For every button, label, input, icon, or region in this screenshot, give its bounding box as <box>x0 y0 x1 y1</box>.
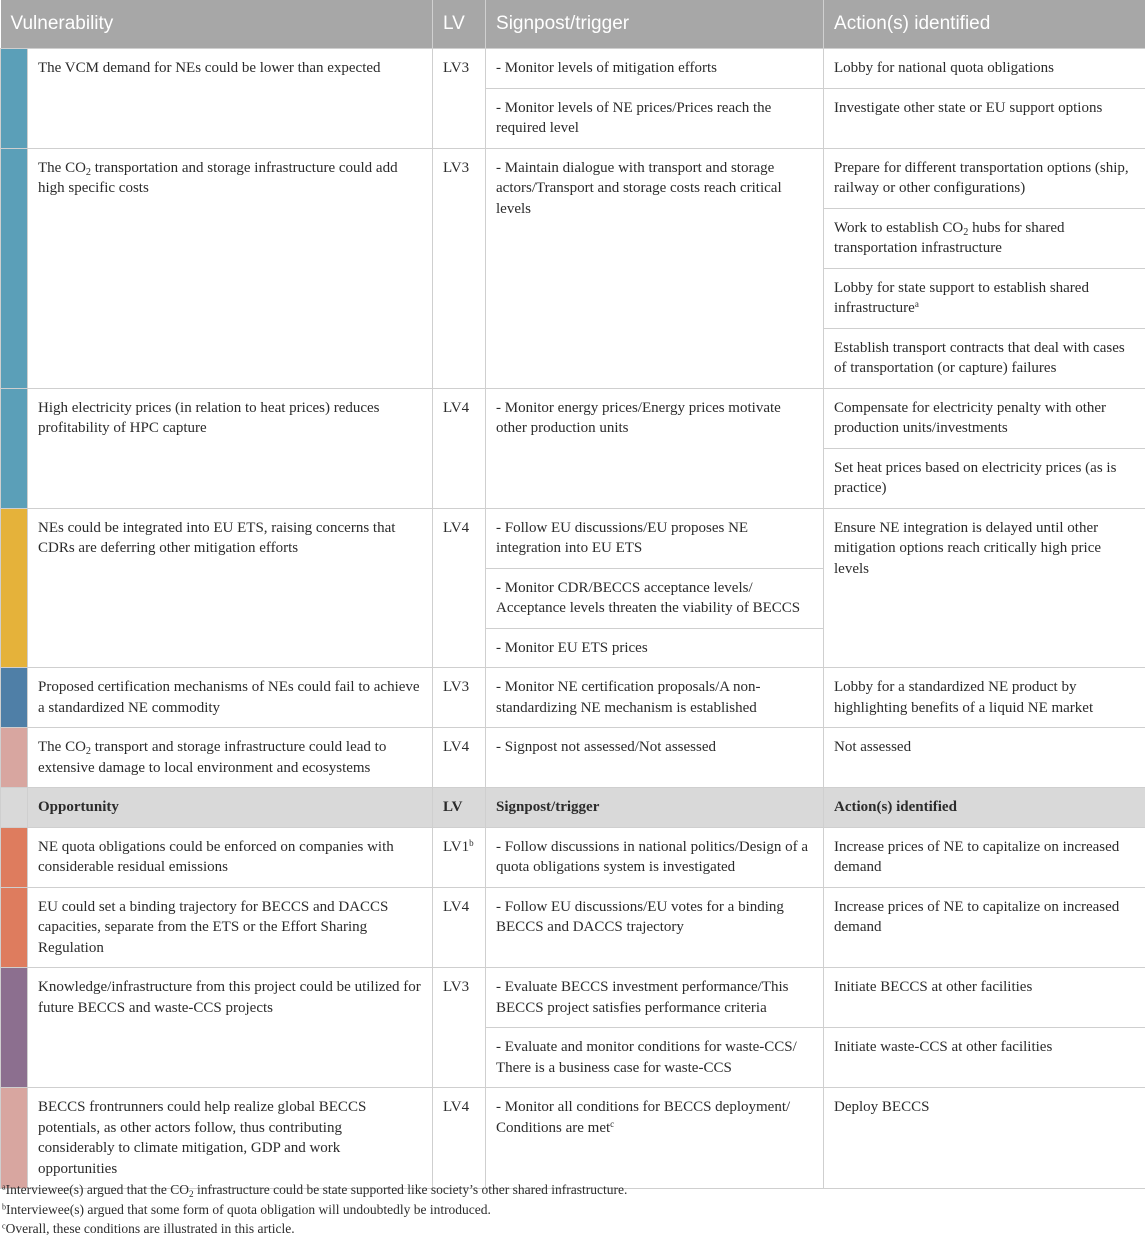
table-row <box>1 388 1145 448</box>
footnotes <box>0 1180 1145 1239</box>
lv-value: LV4 <box>433 887 486 968</box>
signpost-text: - Signpost not assessed/Not assessed <box>486 728 824 788</box>
opportunity-text: Knowledge/infrastructure from this project could be utilized for future BECCS and waste-CCS projects <box>28 968 433 1088</box>
footnote-c: $^c$Overall, these conditions are illustrated in this article. <box>2 1219 1145 1239</box>
vulnerability-text: NEs could be integrated into EU ETS, raising concerns that CDRs are deferring other mitigation efforts <box>28 508 433 668</box>
category-color-bar <box>1 887 28 968</box>
vulnerability-text: High electricity prices (in relation to heat prices) reduces profitability of HPC capture <box>28 388 433 508</box>
opportunity-text: BECCS frontrunners could help realize global BECCS potentials, as other actors follow, thus contributing considerably to climate mitigation, GDP and work opportunities <box>28 1088 433 1189</box>
lv-value: LV4 <box>433 508 486 668</box>
signpost-text: - Monitor energy prices/Energy prices motivate other production units <box>486 388 824 508</box>
action-text: Increase prices of NE to capitalize on increased demand <box>824 827 1145 887</box>
footnote-a: $^a$Interviewee(s) argued that the $CO_2$ infrastructure could be state supported like society’s other shared infrastructure. <box>2 1180 1145 1200</box>
table-row <box>1 668 1145 728</box>
action-text: Lobby for a standardized NE product by highlighting benefits of a liquid NE market <box>824 668 1145 728</box>
action-text: Prepare for different transportation options (ship, railway or other configurations) <box>824 148 1145 208</box>
signpost-text: - Monitor CDR/BECCS acceptance levels/ Acceptance levels threaten the viability of BECCS <box>486 568 824 628</box>
table-header-row <box>1 0 1145 49</box>
action-text: Compensate for electricity penalty with other production units/investments <box>824 388 1145 448</box>
header-lv: LV <box>433 788 486 828</box>
action-text: Deploy BECCS <box>824 1088 1145 1189</box>
action-text: Ensure NE integration is delayed until other mitigation options reach critically high price levels <box>824 508 1145 668</box>
table-row <box>1 49 1145 89</box>
vulnerability-text: The $CO_2$ transportation and storage infrastructure could add high specific costs <box>28 148 433 388</box>
lv-value: LV4 <box>433 1088 486 1189</box>
lv-value: LV3 <box>433 148 486 388</box>
header-action: Action(s) identified <box>824 0 1145 49</box>
category-color-bar <box>1 508 28 668</box>
header-lv: LV <box>433 0 486 49</box>
header-action: Action(s) identified <box>824 788 1145 828</box>
signpost-text: - Follow EU discussions/EU proposes NE integration into EU ETS <box>486 508 824 568</box>
table-row <box>1 887 1145 968</box>
opportunity-header-row <box>1 788 1145 828</box>
table-row <box>1 968 1145 1028</box>
signpost-text: - Maintain dialogue with transport and storage actors/Transport and storage costs reach critical levels <box>486 148 824 388</box>
action-text: Initiate BECCS at other facilities <box>824 968 1145 1028</box>
action-text: Investigate other state or EU support options <box>824 88 1145 148</box>
action-text: Lobby for national quota obligations <box>824 49 1145 89</box>
signpost-text: - Monitor EU ETS prices <box>486 628 824 668</box>
lv-value: LV3 <box>433 968 486 1088</box>
signpost-text: - Follow EU discussions/EU votes for a binding BECCS and DACCS trajectory <box>486 887 824 968</box>
lv-value: LV4 <box>433 728 486 788</box>
vulnerability-text: The $CO_2$ transport and storage infrastructure could lead to extensive damage to local environment and ecosystems <box>28 728 433 788</box>
table-row <box>1 508 1145 568</box>
category-color-bar <box>1 788 28 828</box>
signpost-text: - Evaluate BECCS investment performance/This BECCS project satisfies performance criteria <box>486 968 824 1028</box>
footnote-b: $^b$Interviewee(s) argued that some form of quota obligation will undoubtedly be introduced. <box>2 1200 1145 1220</box>
signpost-text: - Monitor all conditions for BECCS deployment/ Conditions are met$^c$ <box>486 1088 824 1189</box>
lv-value: LV4 <box>433 388 486 508</box>
action-text: Initiate waste-CCS at other facilities <box>824 1028 1145 1088</box>
lv-value: LV3 <box>433 668 486 728</box>
lv-value: LV3 <box>433 49 486 149</box>
header-vulnerability: Vulnerability <box>1 0 433 49</box>
action-text: Lobby for state support to establish shared infrastructure$^a$ <box>824 268 1145 328</box>
category-color-bar <box>1 968 28 1088</box>
table-row <box>1 827 1145 887</box>
signpost-text: - Monitor levels of NE prices/Prices reach the required level <box>486 88 824 148</box>
action-text: Not assessed <box>824 728 1145 788</box>
category-color-bar <box>1 728 28 788</box>
category-color-bar <box>1 1088 28 1189</box>
table-row <box>1 728 1145 788</box>
category-color-bar <box>1 827 28 887</box>
signpost-text: - Monitor levels of mitigation efforts <box>486 49 824 89</box>
header-signpost: Signpost/trigger <box>486 788 824 828</box>
table-row <box>1 148 1145 208</box>
signpost-text: - Monitor NE certification proposals/A non-standardizing NE mechanism is established <box>486 668 824 728</box>
signpost-text: - Follow discussions in national politics/Design of a quota obligations system is investigated <box>486 827 824 887</box>
signpost-text: - Evaluate and monitor conditions for waste-CCS/ There is a business case for waste-CCS <box>486 1028 824 1088</box>
header-opportunity: Opportunity <box>28 788 433 828</box>
vulnerability-text: The VCM demand for NEs could be lower than expected <box>28 49 433 149</box>
vulnerability-text: Proposed certification mechanisms of NEs could fail to achieve a standardized NE commodity <box>28 668 433 728</box>
table-row <box>1 1088 1145 1189</box>
action-text: Increase prices of NE to capitalize on increased demand <box>824 887 1145 968</box>
header-signpost: Signpost/trigger <box>486 0 824 49</box>
category-color-bar <box>1 49 28 149</box>
action-text: Establish transport contracts that deal with cases of transportation (or capture) failures <box>824 328 1145 388</box>
category-color-bar <box>1 148 28 388</box>
opportunity-text: NE quota obligations could be enforced on companies with considerable residual emissions <box>28 827 433 887</box>
category-color-bar <box>1 388 28 508</box>
opportunity-text: EU could set a binding trajectory for BECCS and DACCS capacities, separate from the ETS or the Effort Sharing Regulation <box>28 887 433 968</box>
action-text: Work to establish $CO_2$ hubs for shared transportation infrastructure <box>824 208 1145 268</box>
lv-value: LV1$^b$ <box>433 827 486 887</box>
action-text: Set heat prices based on electricity prices (as is practice) <box>824 448 1145 508</box>
category-color-bar <box>1 668 28 728</box>
